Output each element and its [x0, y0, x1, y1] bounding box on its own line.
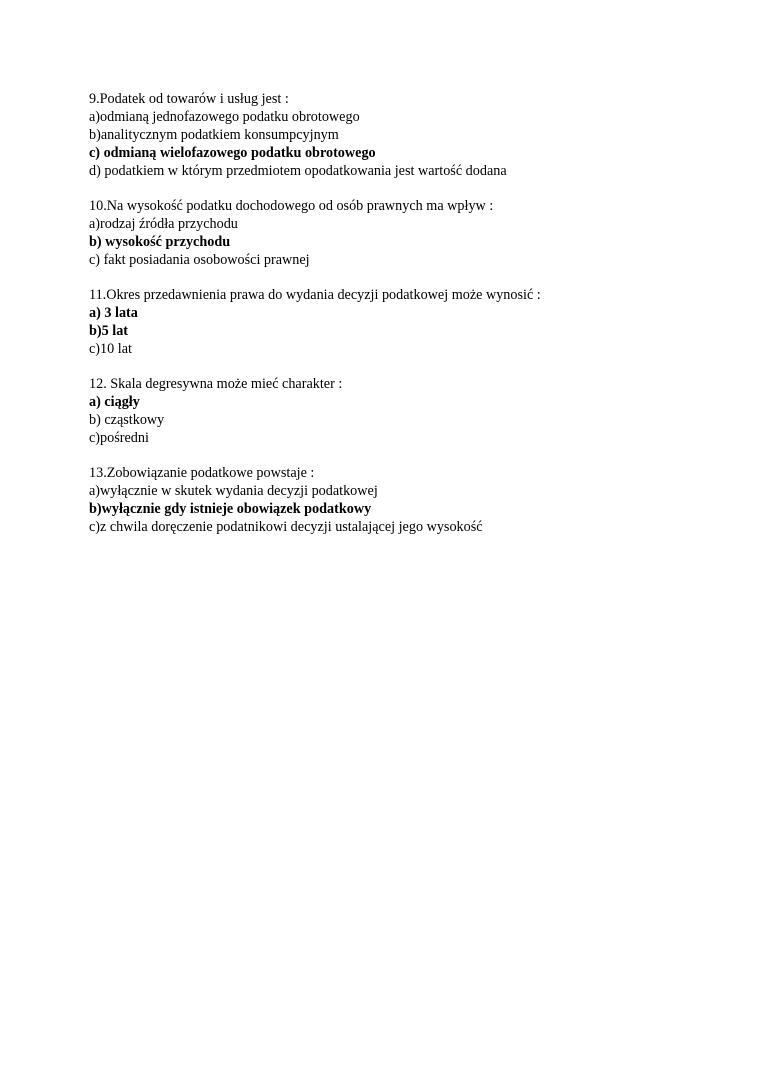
question-10 — [89, 197, 709, 269]
question-prompt: 10.Na wysokość podatku dochodowego od osób prawnych ma wpływ : — [89, 198, 494, 214]
question-13 — [89, 464, 709, 536]
correct-answer-option: b) wysokość przychodu — [89, 234, 231, 250]
question-prompt: 9.Podatek od towarów i usług jest : — [89, 91, 289, 107]
correct-answer-option: a) 3 lata — [89, 305, 138, 321]
question-prompt: 13.Zobowiązanie podatkowe powstaje : — [89, 465, 315, 481]
answer-option: c)z chwila doręczenie podatnikowi decyzji ustalającej jego wysokość — [89, 519, 483, 535]
answer-option: b)analitycznym podatkiem konsumpcyjnym — [89, 127, 339, 143]
correct-answer-option: c) odmianą wielofazowego podatku obrotowego — [89, 145, 376, 161]
answer-option: c)pośredni — [89, 430, 149, 446]
answer-option: c)10 lat — [89, 341, 132, 357]
answer-option: a)odmianą jednofazowego podatku obrotowego — [89, 109, 360, 125]
question-11 — [89, 286, 709, 358]
question-list — [89, 90, 709, 553]
question-9 — [89, 90, 709, 180]
question-prompt: 12. Skala degresywna może mieć charakter : — [89, 376, 343, 392]
answer-option: b) cząstkowy — [89, 412, 165, 428]
answer-option: a)rodzaj źródła przychodu — [89, 216, 238, 232]
correct-answer-option: b)wyłącznie gdy istnieje obowiązek podatkowy — [89, 501, 372, 517]
correct-answer-option: a) ciągły — [89, 394, 140, 410]
answer-option: d) podatkiem w którym przedmiotem opodatkowania jest wartość dodana — [89, 163, 507, 179]
answer-option: c) fakt posiadania osobowości prawnej — [89, 252, 310, 268]
question-prompt: 11.Okres przedawnienia prawa do wydania decyzji podatkowej może wynosić : — [89, 287, 541, 303]
correct-answer-option: b)5 lat — [89, 323, 129, 339]
answer-option: a)wyłącznie w skutek wydania decyzji podatkowej — [89, 483, 378, 499]
question-12 — [89, 375, 709, 447]
